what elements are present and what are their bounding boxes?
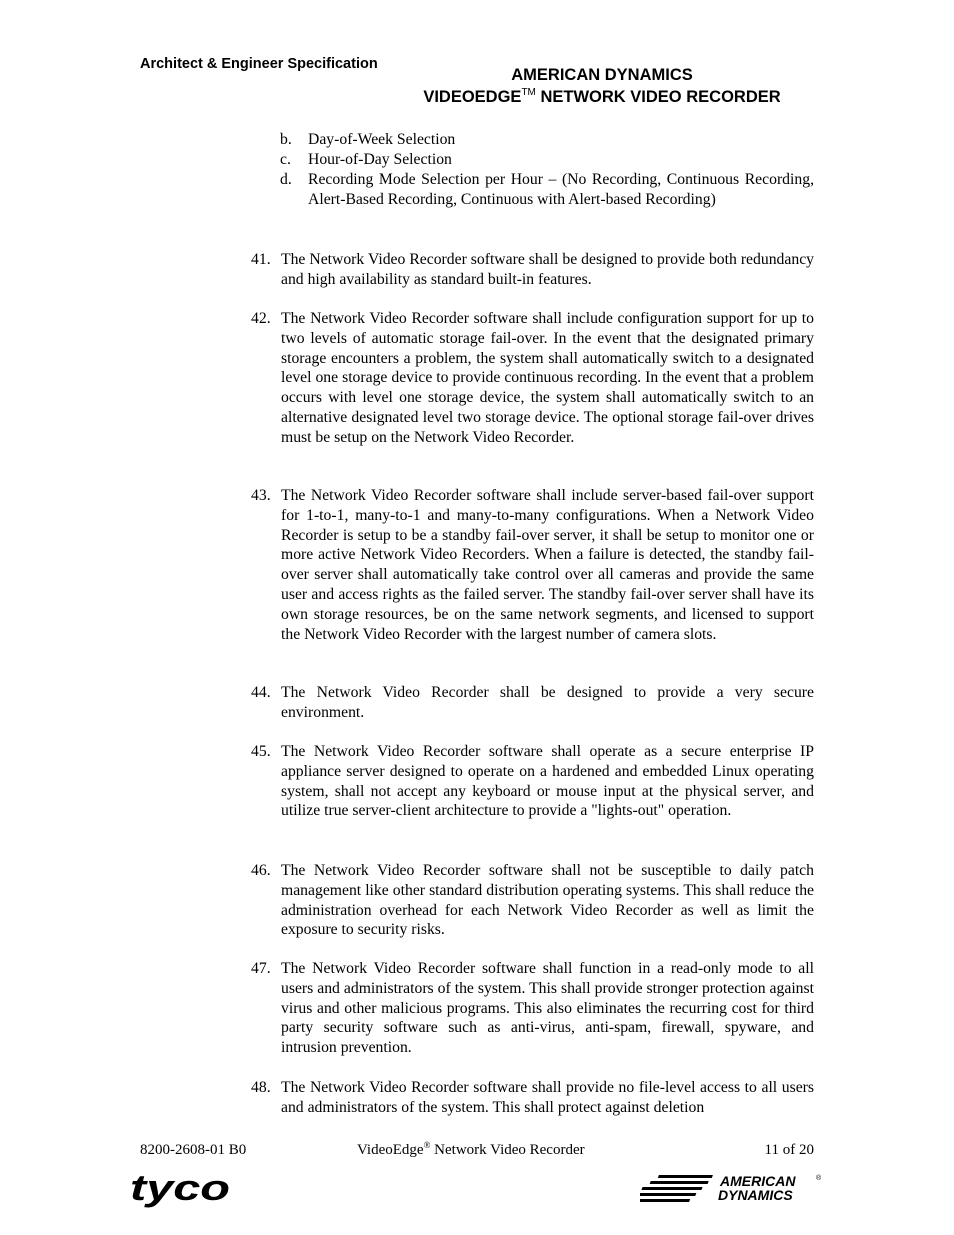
doc-number: 8200-2608-01 B0 bbox=[140, 1142, 247, 1158]
numbered-item: 47. The Network Video Recorder software shall function in a read-only mode to all users and administrators of the system. This shall provide stronger protection against virus and other malicious programs. This also eliminates the recurring cost for third party security software such as anti-virus, anti-spam, firewall, spyware, and intrusion prevention. bbox=[251, 960, 814, 1057]
american-dynamics-logo bbox=[640, 1172, 824, 1209]
numbered-item: 44. The Network Video Recorder shall be designed to provide a very secure environment. bbox=[251, 684, 814, 721]
footer-title: VideoEdge® Network Video Recorder bbox=[357, 1140, 585, 1158]
page-number: 11 of 20 bbox=[764, 1142, 814, 1158]
spec-label: Architect & Engineer Specification bbox=[140, 56, 378, 72]
numbered-item: 48. The Network Video Recorder software shall provide no file-level access to all users and administrators of the system. This shall protect against deletion bbox=[251, 1079, 814, 1116]
ad-logo-registered: ® bbox=[816, 1175, 822, 1182]
sub-item: d. Recording Mode Selection per Hour – (No Recording, Continuous Recording, Alert-Based Recording, Continuous with Alert-based Recording) bbox=[280, 171, 814, 208]
ad-mark-icon bbox=[640, 1175, 713, 1202]
numbered-item: 45. The Network Video Recorder software shall operate as a secure enterprise IP appliance server designed to operate on a hardened and embedded Linux operating system, shall not accept any keyboard or mouse input at the physical server, and utilize true server-client architecture to provide a "lights-out" operation. bbox=[251, 743, 814, 820]
document-header bbox=[390, 64, 814, 108]
ad-logo-line1: AMERICAN bbox=[720, 1173, 796, 1189]
numbered-item: 43. The Network Video Recorder software shall include server-based fail-over support for 1-to-1, many-to-1 and many-to-many configurations. When a Network Video Recorder is setup to be a standby fail-over server, it shall be setup to monitor one or more active Network Video Recorders. When a failure is detected, the standby fail-over server shall automatically take control over all cameras and provide the same user and access rights as the failed server. The standby fail-over server shall have its own storage resources, be on the same network segments, and licensed to support the Network Video Recorder with the largest number of camera slots. bbox=[251, 487, 814, 643]
numbered-item: 42. The Network Video Recorder software shall include configuration support for up to two levels of automatic storage fail-over. In the event that the designated primary storage encounters a problem, the system shall automatically switch to a designated level one storage device to provide continuous recording. In the event that a problem occurs with level one storage device, the system shall automatically switch to an alternative designated level two storage device. The optional storage fail-over drives must be setup on the Network Video Recorder. bbox=[251, 310, 814, 446]
sub-item: c. Hour-of-Day Selection bbox=[280, 151, 452, 168]
ad-logo-line2: DYNAMICS bbox=[718, 1187, 793, 1203]
product-title: VIDEOEDGE™ NETWORK VIDEO RECORDER bbox=[423, 87, 781, 106]
tyco-logo-text: tyco bbox=[130, 1170, 230, 1208]
numbered-item: 46. The Network Video Recorder software shall not be susceptible to daily patch management like other standard distribution operating systems. This shall reduce the administration overhead for each Network Video Recorder as well as limit the exposure to security risks. bbox=[251, 862, 814, 939]
sub-item: b. Day-of-Week Selection bbox=[280, 131, 456, 148]
numbered-item: 41. The Network Video Recorder software shall be designed to provide both redundancy and high availability as standard built-in features. bbox=[251, 251, 814, 288]
company-name: AMERICAN DYNAMICS bbox=[511, 66, 693, 84]
tyco-logo bbox=[128, 1170, 236, 1213]
